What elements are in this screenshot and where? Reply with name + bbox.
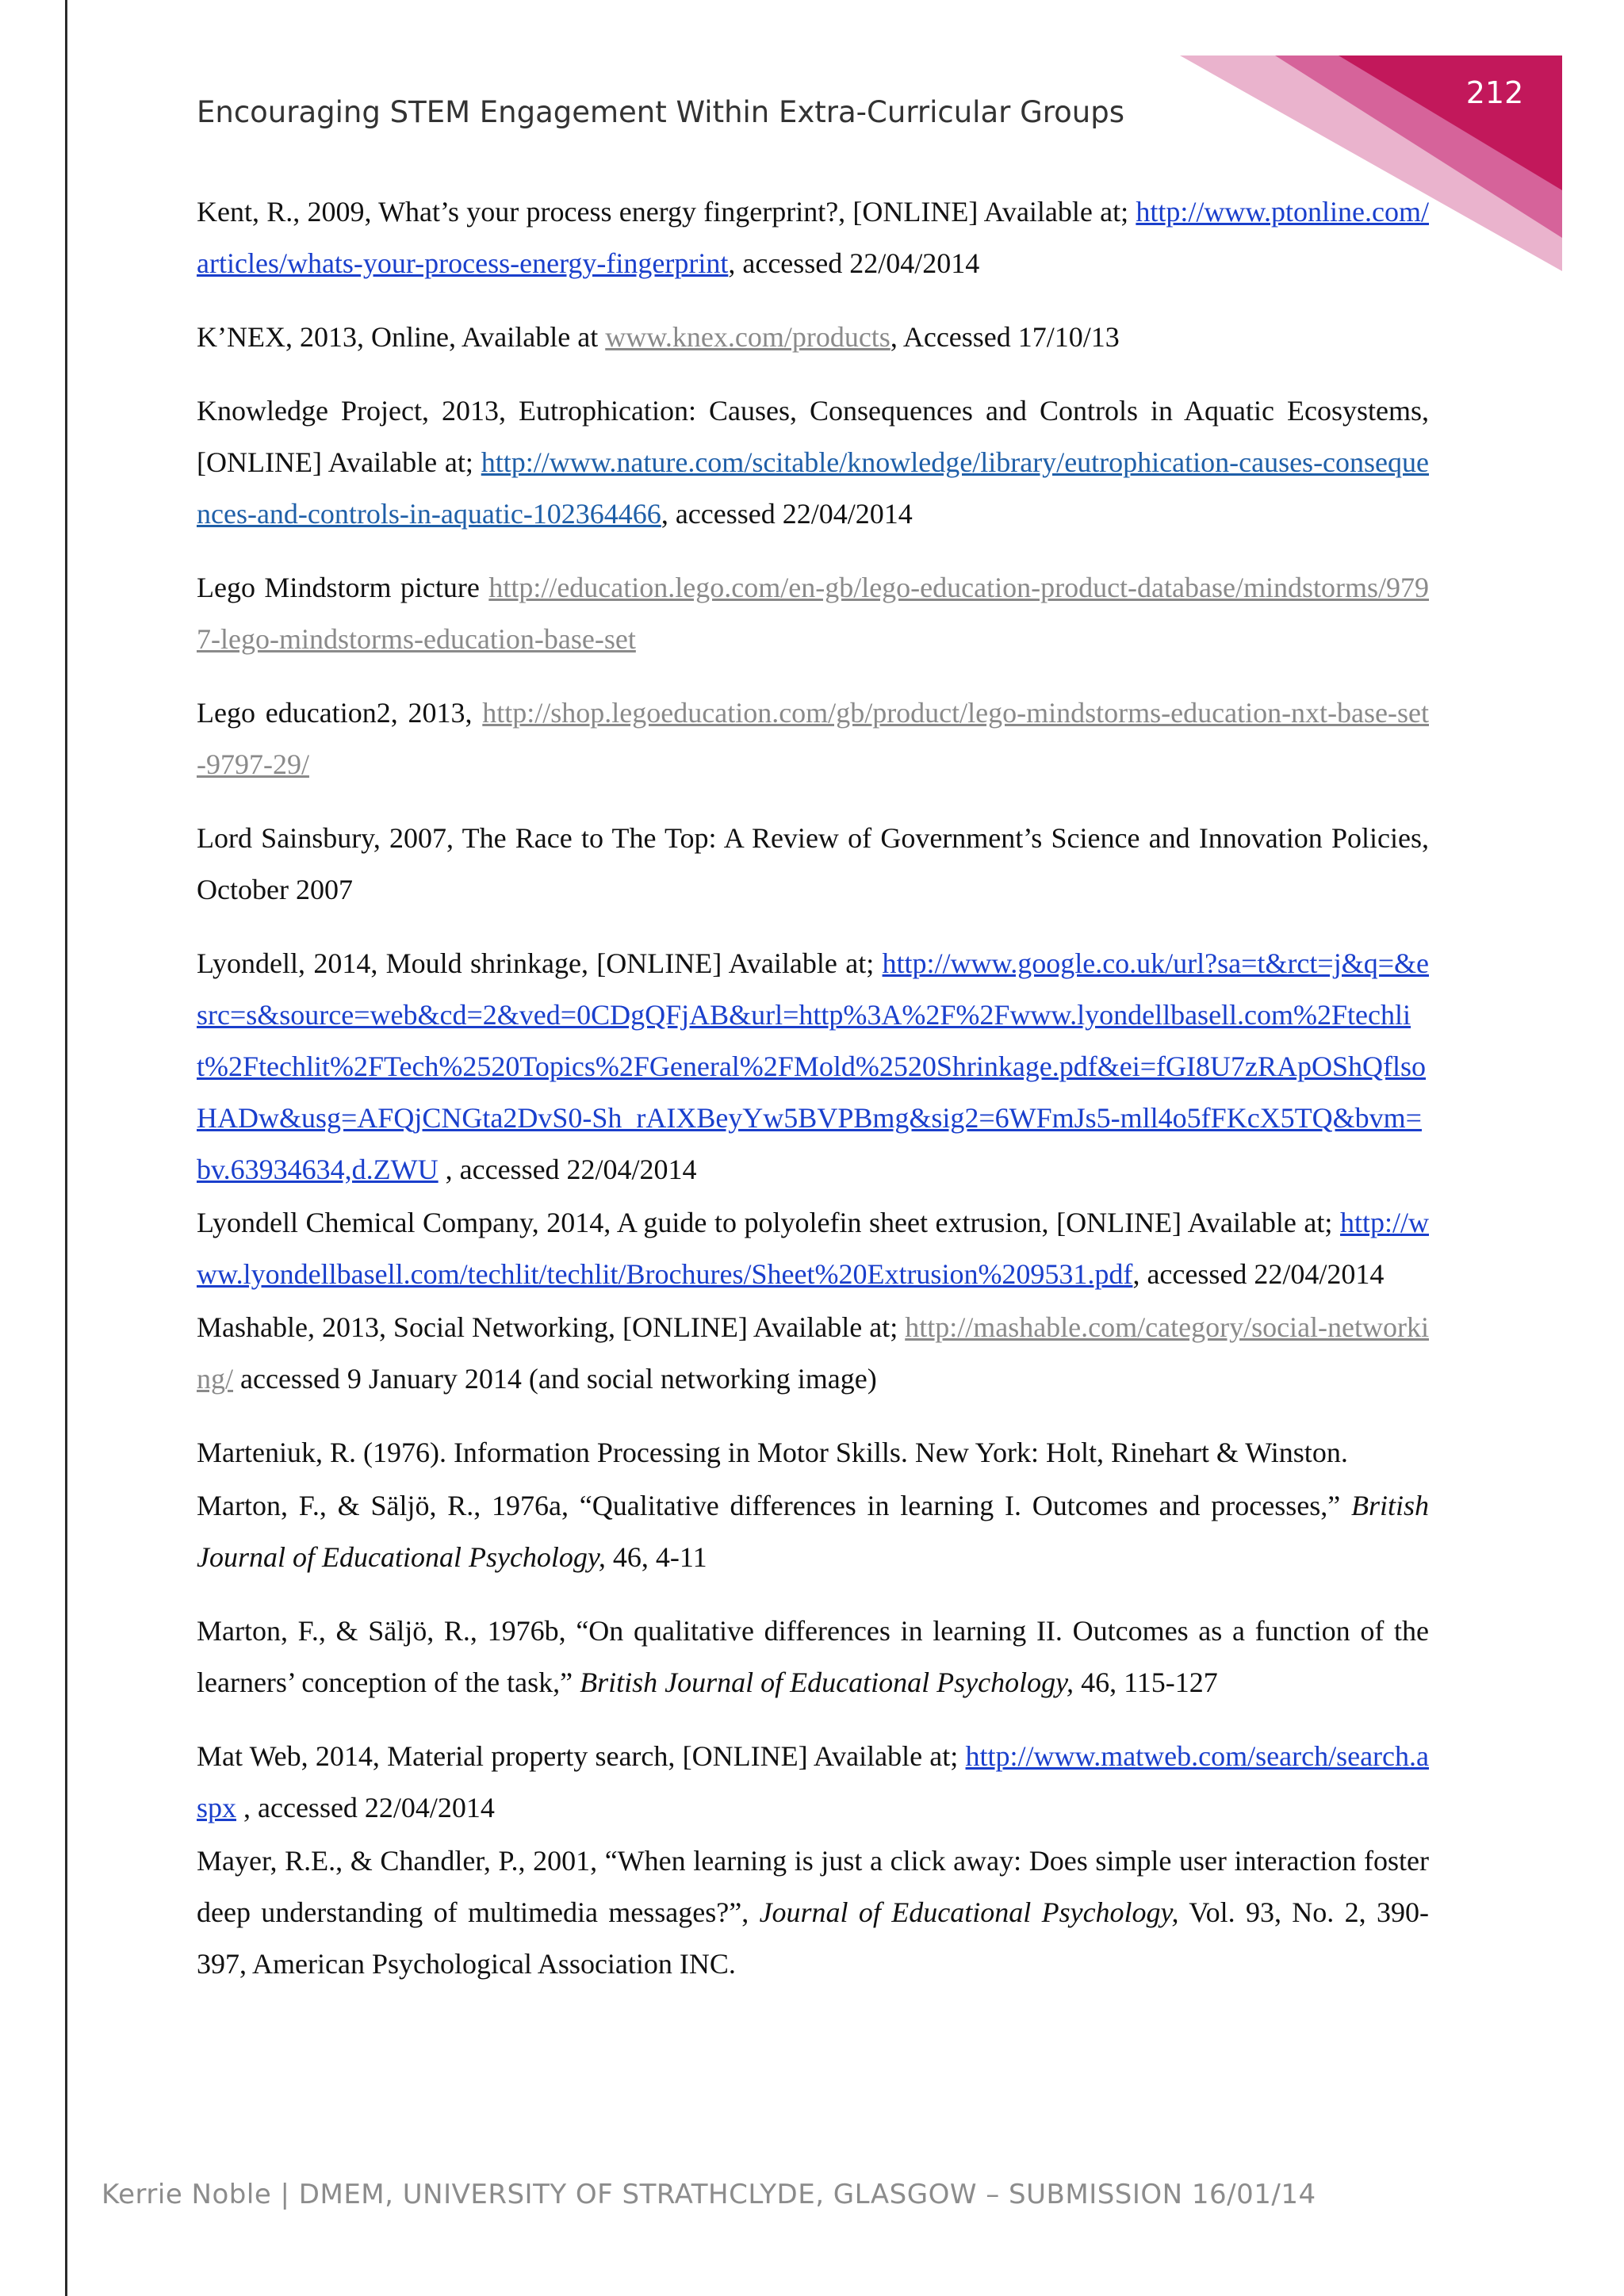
reference-entry bbox=[197, 1480, 1429, 1583]
reference-text: Lego Mindstorm picture bbox=[197, 572, 489, 603]
reference-link[interactable]: http://www.lyondellbasell.com/techlit/techlit/Brochures/Sheet%20Extrusion%209531.pdf bbox=[197, 1207, 1429, 1290]
reference-entry bbox=[197, 1197, 1429, 1300]
reference-list bbox=[197, 186, 1429, 2012]
reference-entry bbox=[197, 938, 1429, 1196]
reference-text: Marton, F., & Säljö, R., 1976a, “Qualitative differences in learning I. Outcomes and processes,” bbox=[197, 1490, 1351, 1521]
reference-text: K’NEX, 2013, Online, Available at bbox=[197, 321, 606, 353]
reference-entry bbox=[197, 562, 1429, 665]
journal-title: British Journal of Educational Psychology, bbox=[197, 1490, 1429, 1573]
reference-entry bbox=[197, 186, 1429, 289]
reference-text: Lyondell, 2014, Mould shrinkage, [ONLINE] Available at; bbox=[197, 947, 883, 979]
reference-entry bbox=[197, 385, 1429, 540]
reference-text: Lego education2, 2013, bbox=[197, 697, 483, 729]
reference-text: , accessed 22/04/2014 bbox=[1132, 1258, 1385, 1290]
left-margin-rule bbox=[65, 0, 67, 2296]
reference-entry bbox=[197, 813, 1429, 916]
reference-text: Mat Web, 2014, Material property search, [ONLINE] Available at; bbox=[197, 1740, 966, 1772]
reference-text: Lord Sainsbury, 2007, The Race to The Top: A Review of Government’s Science and Innovation Policies, October 2007 bbox=[197, 822, 1429, 905]
reference-entry bbox=[197, 1302, 1429, 1405]
reference-text: Vol. 93, No. 2, 390-397, American Psychological Association INC. bbox=[197, 1896, 1430, 1980]
reference-entry bbox=[197, 1835, 1429, 1990]
reference-text: Marteniuk, R. (1976). Information Processing in Motor Skills. New York: Holt, Rinehart & Winston. bbox=[197, 1437, 1348, 1468]
reference-link[interactable]: http://www.google.co.uk/url?sa=t&rct=j&q=&esrc=s&source=web&cd=2&ved=0CDgQFjAB&url=http%3A%2F%2Fwww.lyondellbasell.com%2Ftechlit%2Ftechlit%2FTech%2520Topics%2FGeneral%2FMold%2520Shrinkage.pdf&ei=fGI8U7zRApOShQflsoHADw&usg=AFQjCNGta2DvS0-Sh_rAIXBeyYw5BVPBmg&sig2=6WFmJs5-mll4o5fFKcX5TQ&bvm=bv.63934634,d.ZWU bbox=[197, 947, 1429, 1185]
reference-entry bbox=[197, 1731, 1429, 1834]
reference-text: Lyondell Chemical Company, 2014, A guide to polyolefin sheet extrusion, [ONLINE] Available at; bbox=[197, 1207, 1340, 1238]
reference-text: , accessed 22/04/2014 bbox=[661, 498, 913, 530]
reference-link[interactable]: http://shop.legoeducation.com/gb/product/lego-mindstorms-education-nxt-base-set-9797-29/ bbox=[197, 697, 1429, 780]
reference-text: , accessed 22/04/2014 bbox=[236, 1792, 495, 1823]
reference-link[interactable]: http://www.matweb.com/search/search.aspx bbox=[197, 1740, 1429, 1823]
reference-link[interactable]: http://www.nature.com/scitable/knowledge/library/eutrophication-causes-consequences-and-controls-in-aquatic-102364466 bbox=[197, 446, 1429, 530]
reference-text: Kent, R., 2009, What’s your process energy fingerprint?, [ONLINE] Available at; bbox=[197, 196, 1136, 228]
reference-entry bbox=[197, 687, 1429, 790]
page-footer: Kerrie Noble | DMEM, UNIVERSITY OF STRATHCLYDE, GLASGOW – SUBMISSION 16/01/14 bbox=[102, 2179, 1316, 2210]
reference-text: Marton, F., & Säljö, R., 1976b, “On qualitative differences in learning II. Outcomes as a function of the learners’ conception of the task,” bbox=[197, 1615, 1429, 1698]
reference-link[interactable]: http://education.lego.com/en-gb/lego-education-product-database/mindstorms/9797-lego-mindstorms-education-base-set bbox=[197, 572, 1429, 655]
running-title: Encouraging STEM Engagement Within Extra-Curricular Groups bbox=[197, 95, 1125, 129]
reference-entry bbox=[197, 312, 1429, 363]
reference-text: accessed 9 January 2014 (and social networking image) bbox=[233, 1363, 877, 1395]
reference-text: , accessed 22/04/2014 bbox=[438, 1154, 697, 1185]
reference-entry bbox=[197, 1427, 1429, 1479]
reference-text: Mayer, R.E., & Chandler, P., 2001, “When learning is just a click away: Does simple user interaction foster deep understanding of multimedia messages?”, bbox=[197, 1845, 1429, 1928]
reference-text: Mashable, 2013, Social Networking, [ONLINE] Available at; bbox=[197, 1311, 906, 1343]
reference-text: 46, 115-127 bbox=[1074, 1667, 1218, 1698]
reference-text: 46, 4-11 bbox=[605, 1541, 707, 1573]
reference-link[interactable]: http://www.ptonline.com/articles/whats-your-process-energy-fingerprint bbox=[197, 196, 1429, 279]
page-number: 212 bbox=[1465, 75, 1524, 110]
reference-text: , accessed 22/04/2014 bbox=[728, 247, 980, 279]
journal-title: Journal of Educational Psychology, bbox=[759, 1896, 1179, 1928]
reference-text: , Accessed 17/10/13 bbox=[890, 321, 1120, 353]
reference-text: Knowledge Project, 2013, Eutrophication: Causes, Consequences and Controls in Aquatic Ecosystems, [ONLINE] Available at; bbox=[197, 395, 1429, 478]
reference-link[interactable]: www.knex.com/products bbox=[605, 321, 891, 353]
reference-entry bbox=[197, 1605, 1429, 1709]
reference-link[interactable]: http://mashable.com/category/social-networking/ bbox=[197, 1311, 1429, 1395]
journal-title: British Journal of Educational Psychology, bbox=[580, 1667, 1074, 1698]
